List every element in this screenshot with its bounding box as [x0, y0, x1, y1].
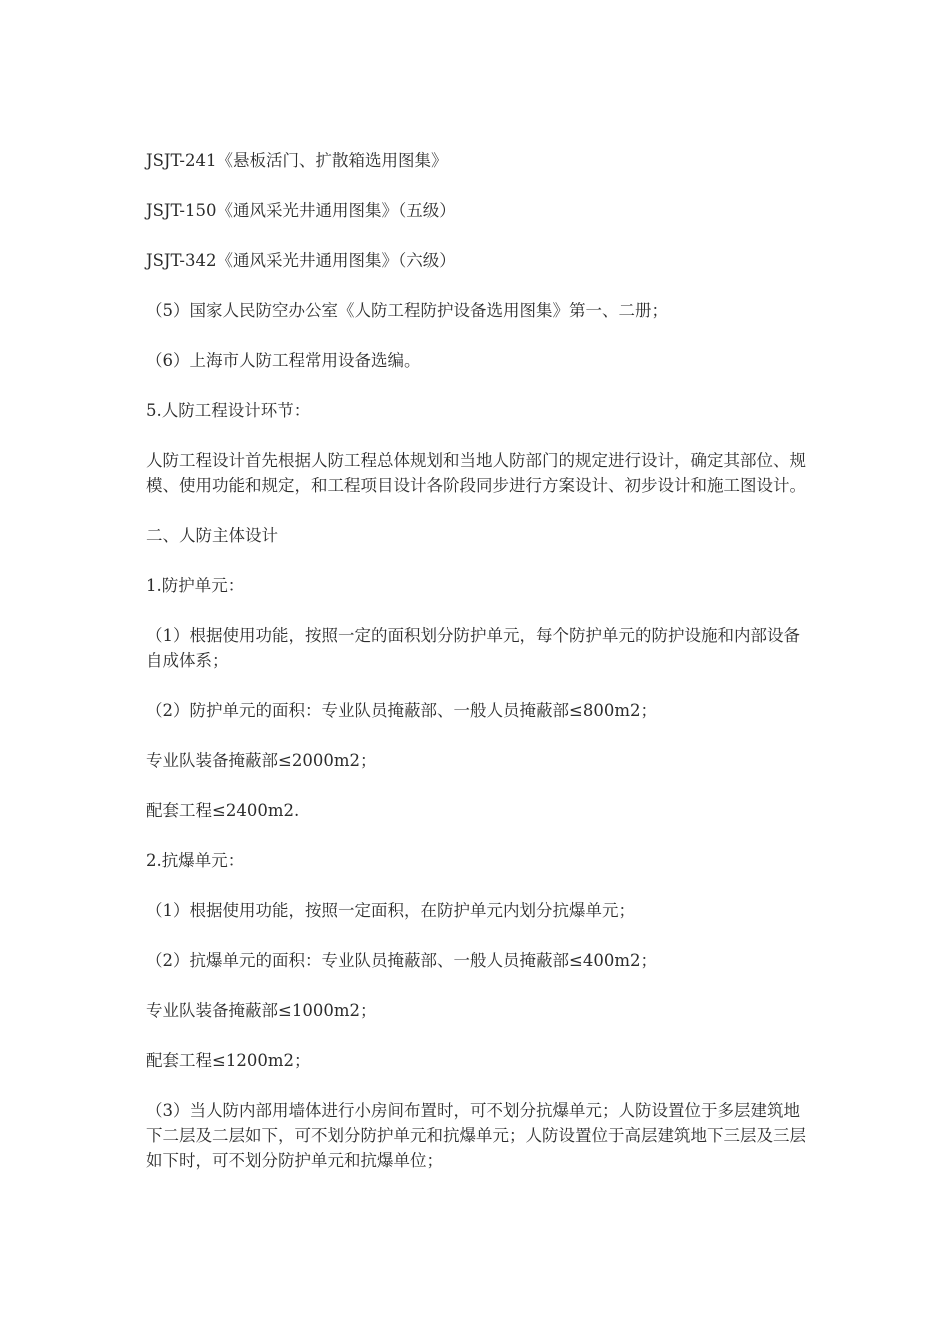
paragraph-blast-unit-supporting: 配套工程≤1200m2； — [146, 1051, 311, 1070]
paragraph-jsjt-241: JSJT-241《悬板活门、扩散箱选用图集》 — [146, 151, 448, 170]
document-page — [146, 148, 810, 1198]
paragraph-item-6: （6）上海市人防工程常用设备选编。 — [146, 351, 421, 370]
paragraph-protection-unit-equipment: 专业队装备掩蔽部≤2000m2； — [146, 751, 377, 770]
paragraph-design-steps-body: 人防工程设计首先根据人防工程总体规划和当地人防部门的规定进行设计，确定其部位、规模、使用功能和规定，和工程项目设计各阶段同步进行方案设计、初步设计和施工图设计。 — [146, 451, 806, 495]
paragraph-protection-unit-supporting: 配套工程≤2400m2. — [146, 801, 300, 820]
paragraph-blast-unit-1: （1）根据使用功能，按照一定面积，在防护单元内划分抗爆单元； — [146, 901, 635, 920]
subsection-heading-protection-unit: 1.防护单元： — [146, 576, 245, 595]
paragraph-protection-unit-1: （1）根据使用功能，按照一定的面积划分防护单元，每个防护单元的防护设施和内部设备自成体系； — [146, 626, 800, 670]
section-heading-design-steps: 5.人防工程设计环节： — [146, 401, 311, 420]
paragraph-blast-unit-equipment: 专业队装备掩蔽部≤1000m2； — [146, 1001, 377, 1020]
subsection-heading-blast-unit: 2.抗爆单元： — [146, 851, 245, 870]
paragraph-protection-unit-2: （2）防护单元的面积：专业队员掩蔽部、一般人员掩蔽部≤800m2； — [146, 701, 657, 720]
paragraph-jsjt-150: JSJT-150《通风采光井通用图集》（五级） — [146, 201, 456, 220]
paragraph-blast-unit-3: （3）当人防内部用墙体进行小房间布置时，可不划分抗爆单元；人防设置位于多层建筑地下二层及二层如下，可不划分防护单元和抗爆单元；人防设置位于高层建筑地下三层及三层如下时，可不划分防护单元和抗爆单位； — [146, 1101, 806, 1170]
paragraph-item-5: （5）国家人民防空办公室《人防工程防护设备选用图集》第一、二册； — [146, 301, 668, 320]
paragraph-blast-unit-2: （2）抗爆单元的面积：专业队员掩蔽部、一般人员掩蔽部≤400m2； — [146, 951, 657, 970]
paragraph-jsjt-342: JSJT-342《通风采光井通用图集》（六级） — [146, 251, 456, 270]
section-heading-main-design: 二、人防主体设计 — [146, 526, 278, 545]
